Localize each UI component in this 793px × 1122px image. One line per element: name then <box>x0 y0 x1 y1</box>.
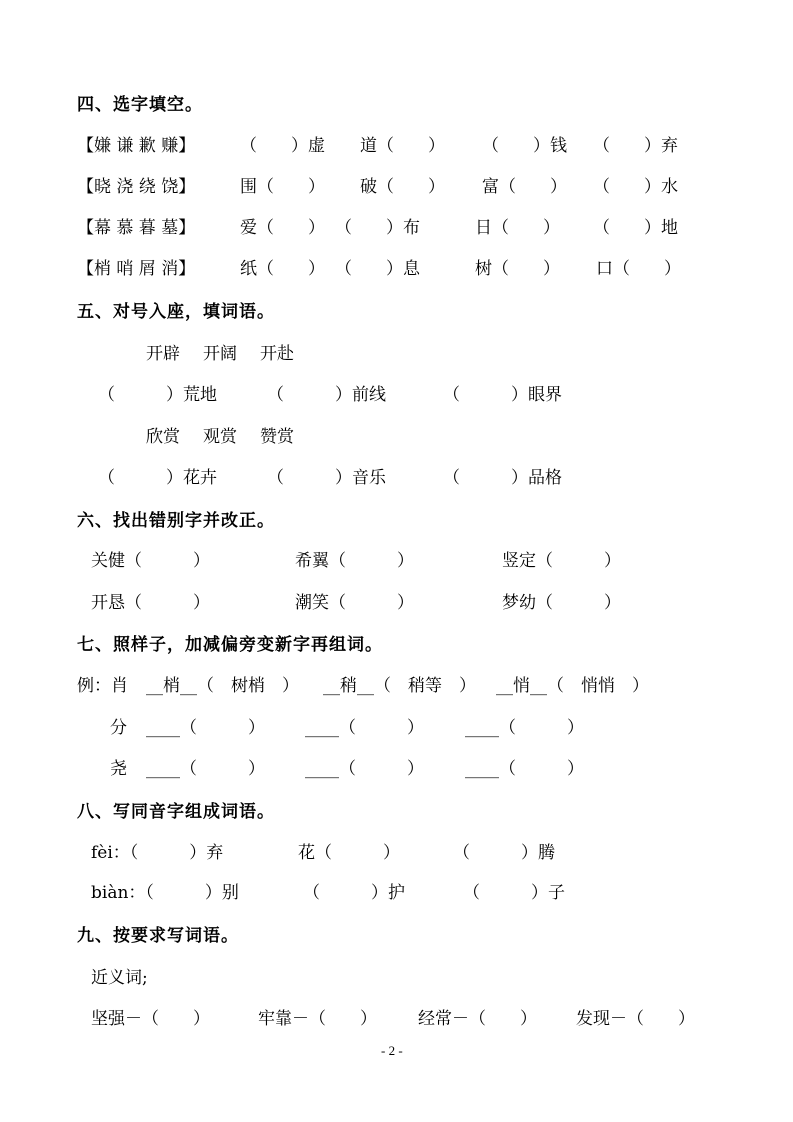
fill-item: ____（ ） <box>305 759 424 779</box>
fill-item: （ ）眼界 <box>443 385 562 405</box>
base-char: 尧 <box>110 759 127 779</box>
char-group: 【幕 慕 暮 墓】 <box>77 218 196 238</box>
fill-item: ____（ ） <box>465 718 584 738</box>
section-8-title: 八、写同音字组成词语。 <box>77 802 275 822</box>
fill-item: ____（ ） <box>146 718 265 738</box>
example-item: __悄__（ 悄悄 ） <box>496 676 649 696</box>
fill-item: 经常－（ ） <box>418 1009 537 1029</box>
fill-item: （ ）地 <box>593 218 678 238</box>
section-5-title: 五、对号入座，填词语。 <box>77 302 275 322</box>
char-group: 【嫌 谦 歉 赚】 <box>77 136 196 156</box>
word-option: 开赴 <box>260 344 294 364</box>
fill-item: ____（ ） <box>146 759 265 779</box>
word-option: 开辟 <box>146 344 180 364</box>
fill-item: 富（ ） <box>482 177 567 197</box>
fill-item: （ ）钱 <box>482 136 567 156</box>
fill-item: （ ）品格 <box>443 468 562 488</box>
word-option: 欣赏 <box>146 427 180 447</box>
fill-item: （ ）腾 <box>453 843 555 863</box>
fill-item: 道（ ） <box>360 136 445 156</box>
fill-item: 梦幼（ ） <box>502 593 621 613</box>
fill-item: ____（ ） <box>305 718 424 738</box>
section-7-title: 七、照样子，加减偏旁变新字再组词。 <box>77 635 383 655</box>
section-4-title: 四、选字填空。 <box>77 95 203 115</box>
word-option: 开阔 <box>203 344 237 364</box>
example-item: __梢__（ 树梢 ） <box>146 676 299 696</box>
fill-item: 潮笑（ ） <box>295 593 414 613</box>
example-label: 例：肖 <box>77 676 128 696</box>
fill-item: ____（ ） <box>465 759 584 779</box>
word-option: 观赏 <box>203 427 237 447</box>
fill-item: 关健（ ） <box>91 551 210 571</box>
fill-item: 坚强－（ ） <box>91 1009 210 1029</box>
fill-item: 发现－（ ） <box>576 1009 695 1029</box>
sub-label: 近义词; <box>91 968 148 988</box>
fill-item: （ ）息 <box>335 259 420 279</box>
fill-item: 口（ ） <box>596 259 681 279</box>
fill-item: 花（ ） <box>298 843 400 863</box>
base-char: 分 <box>110 718 127 738</box>
fill-item: 牢靠－（ ） <box>258 1009 377 1029</box>
fill-item: （ ）音乐 <box>267 468 386 488</box>
fill-item: （ ）水 <box>593 177 678 197</box>
char-group: 【晓 浇 绕 饶】 <box>77 177 196 197</box>
char-group: 【梢 哨 屑 消】 <box>77 259 196 279</box>
fill-item: （ ）布 <box>335 218 420 238</box>
fill-item: （ ）弃 <box>593 136 678 156</box>
fill-item: （ ）虚 <box>240 136 325 156</box>
fill-item: （ ）子 <box>463 883 565 903</box>
fill-item: 竖定（ ） <box>502 551 621 571</box>
fill-item: （ ）荒地 <box>98 385 217 405</box>
word-option: 赞赏 <box>260 427 294 447</box>
example-item: __稍__（ 稍等 ） <box>323 676 476 696</box>
section-6-title: 六、找出错别字并改正。 <box>77 511 275 531</box>
fill-item: 破（ ） <box>360 177 445 197</box>
fill-item: （ ）花卉 <box>98 468 217 488</box>
fill-item: 开恳（ ） <box>91 593 210 613</box>
fill-item: （ ）护 <box>303 883 405 903</box>
fill-item: 希翼（ ） <box>295 551 414 571</box>
fill-item: 日（ ） <box>475 218 560 238</box>
fill-item: 树（ ） <box>475 259 560 279</box>
page-number: - 2 - <box>381 1043 403 1058</box>
fill-item: （ ）前线 <box>267 385 386 405</box>
fill-item: 围（ ） <box>240 177 325 197</box>
fill-item: 爱（ ） <box>240 218 325 238</box>
section-9-title: 九、按要求写词语。 <box>77 926 239 946</box>
fill-item: 纸（ ） <box>240 259 325 279</box>
fill-item: biàn：（ ）别 <box>91 883 239 903</box>
fill-item: fèi：（ ）弃 <box>91 843 224 863</box>
